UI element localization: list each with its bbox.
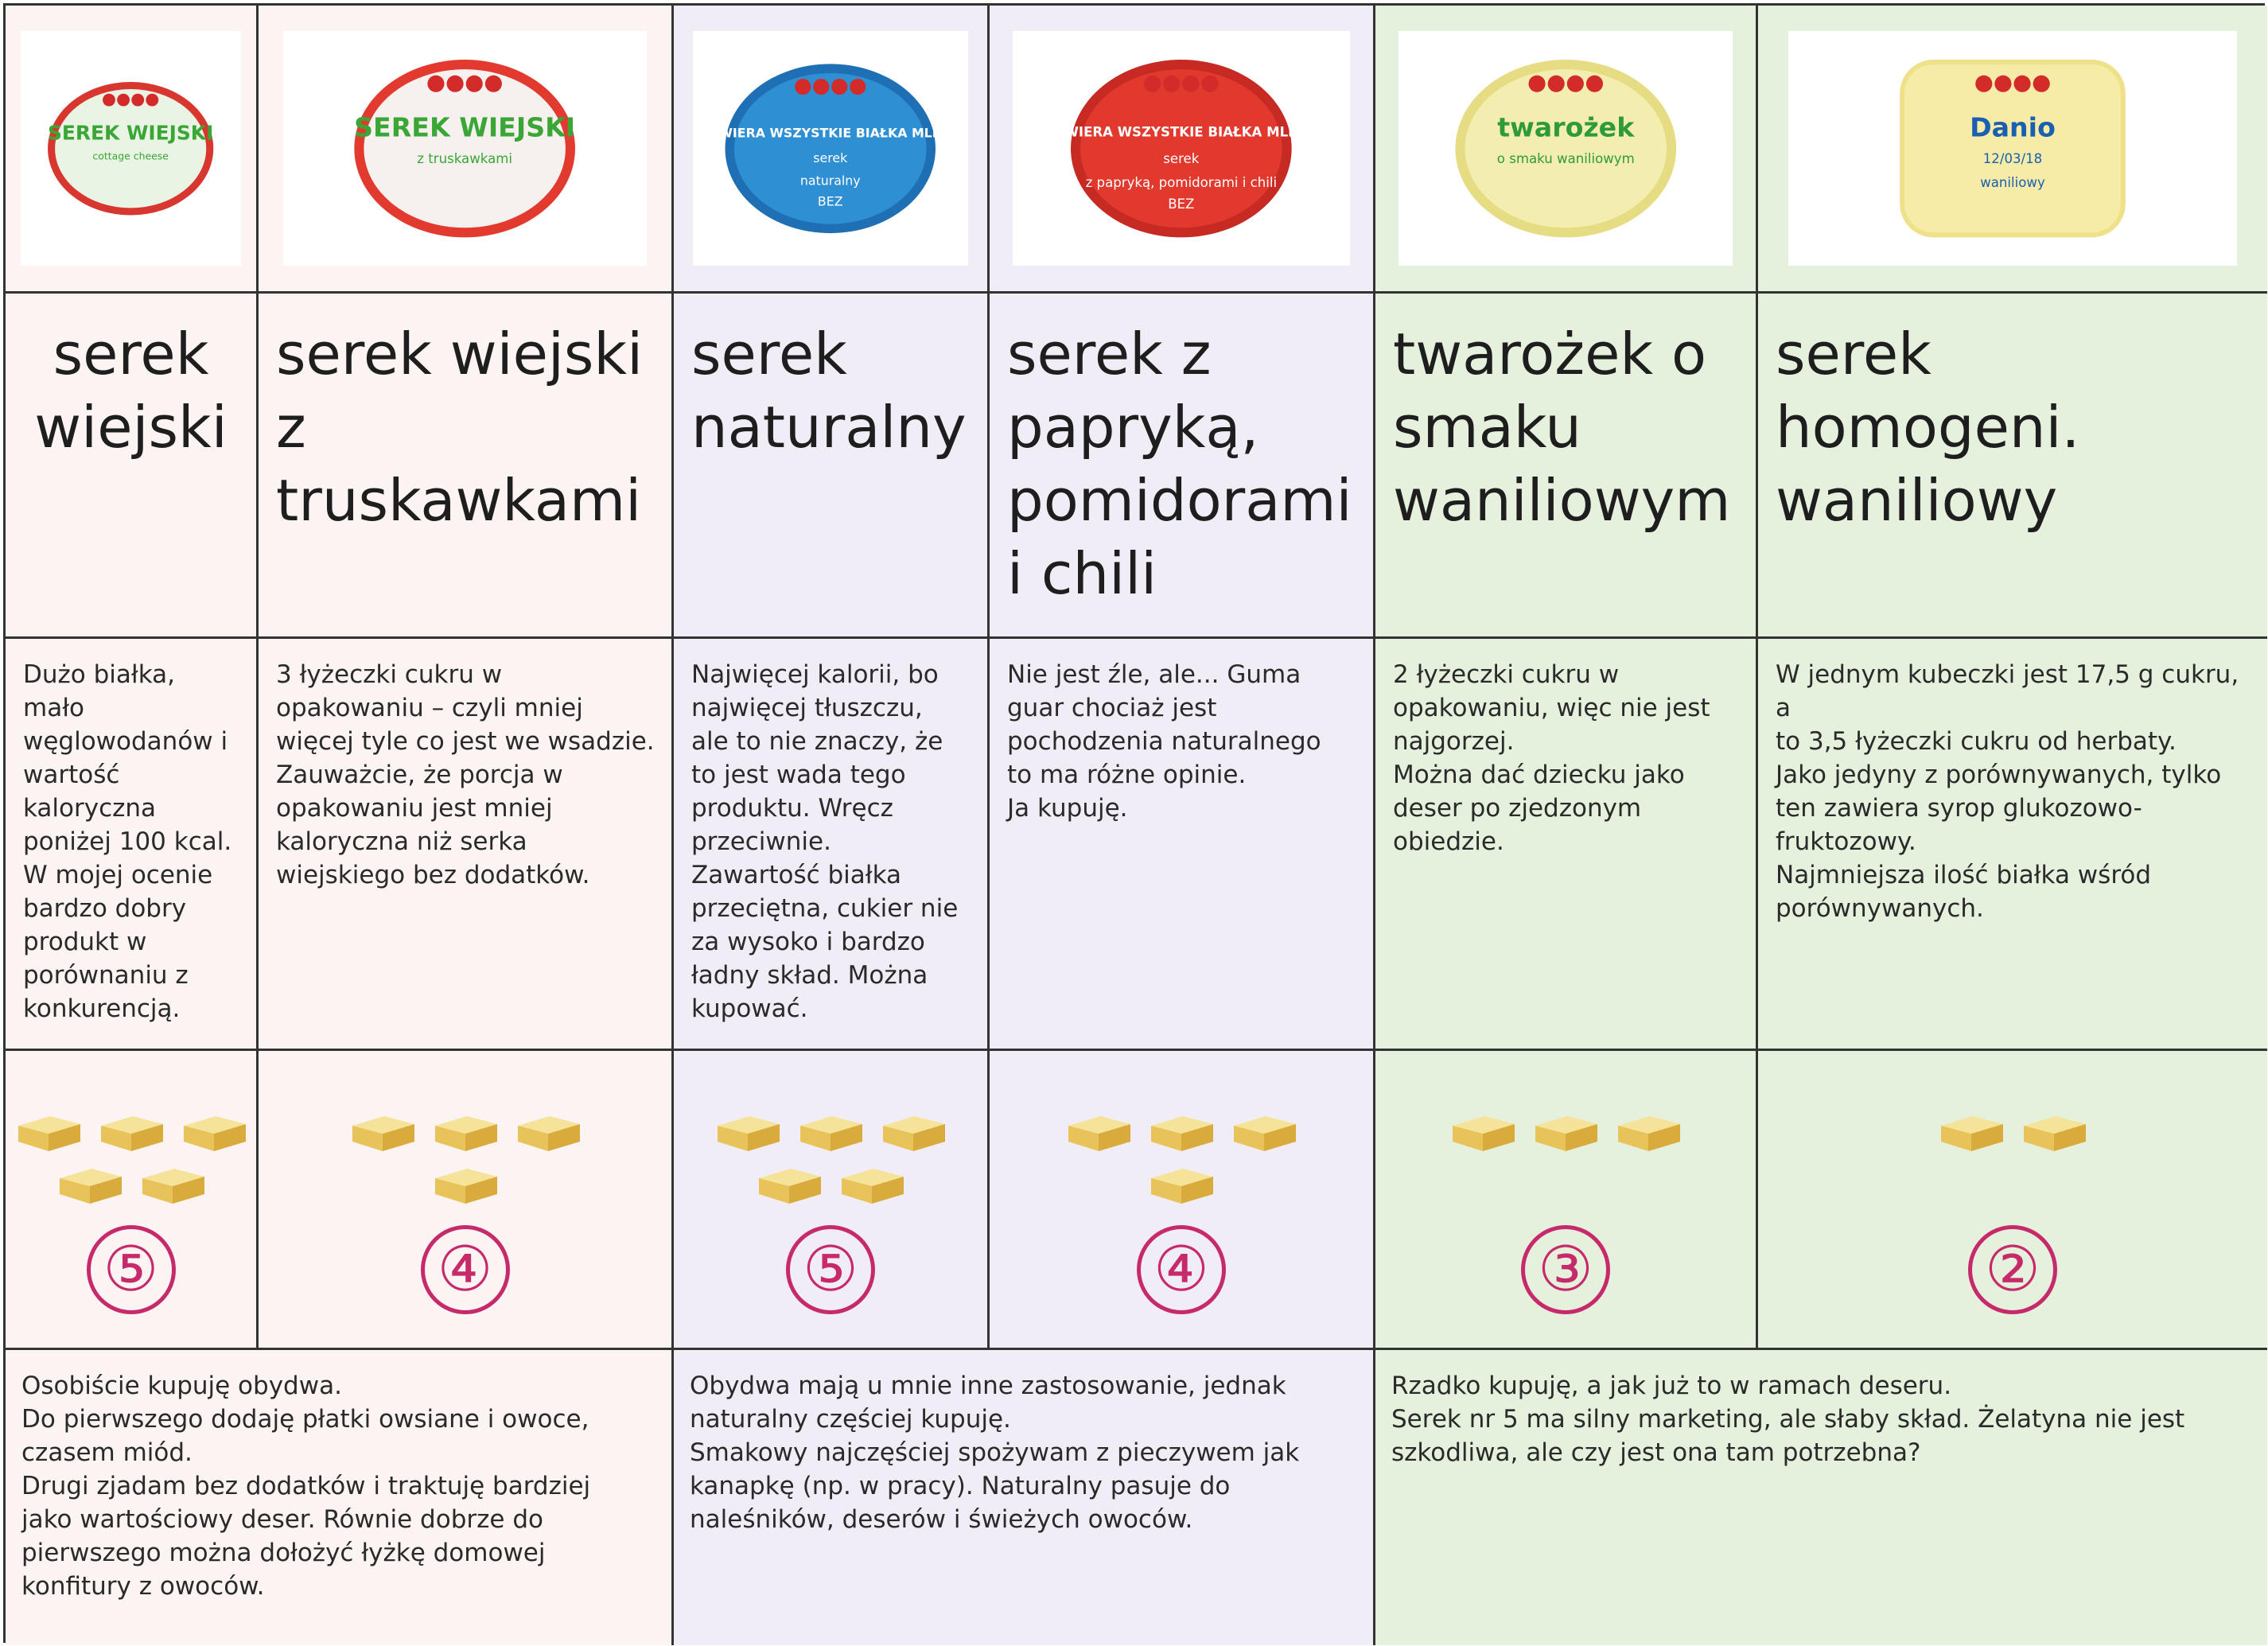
lid-text: Danio (1970, 111, 2056, 143)
rating-score: ⑤ (87, 1225, 176, 1314)
rating-score: ④ (1137, 1225, 1226, 1314)
description-line: mało (23, 694, 84, 722)
summary-line: naturalny częściej kupuję. (690, 1405, 1011, 1434)
lid-text: serek (1163, 150, 1200, 166)
sugar-cube-icon (1060, 1108, 1137, 1154)
lid-text: cottage cheese (92, 150, 169, 162)
summary-line: jako wartościowy deser. Równie dobrze do (21, 1505, 543, 1534)
product-rating-cell (1758, 1051, 2267, 1350)
description-line: Zauważcie, że porcja w (276, 761, 563, 789)
product-title: twarożek o smaku waniliowym (1393, 321, 1731, 534)
sugar-cube-rating (707, 1108, 954, 1207)
sugar-cube-rating (1445, 1108, 1686, 1154)
product-description-cell (1758, 639, 2267, 1051)
lid-text: waniliowy (1980, 174, 2045, 190)
summary-line: czasem miód. (21, 1438, 193, 1467)
tworozek-waniliowy-lid (1426, 53, 1706, 244)
product-rating-cell (990, 1051, 1375, 1350)
sugar-cube-icon (710, 1108, 786, 1154)
serek-naturalny-lid (700, 53, 961, 244)
description-line: wartość (23, 761, 120, 789)
description-line: to ma różne opinie. (1007, 761, 1247, 789)
lid-text: SEREK WIEJSKI (354, 111, 576, 143)
product-title: serek wiejski (34, 321, 228, 461)
description-line: opakowaniu jest mniej (276, 794, 553, 823)
description-line: W jednym kubeczki jest 17,5 g cukru, a (1776, 660, 2239, 722)
sugar-cube-icon (1610, 1108, 1686, 1154)
description-line: Zawartość białka (691, 861, 901, 889)
summary-line: naleśników, deserów i świeżych owoców. (690, 1505, 1193, 1534)
description-line: produkt w (23, 928, 147, 956)
group-summary (6, 1350, 671, 1603)
sugar-cube-icon (93, 1108, 169, 1154)
summary-line: szkodliwa, ale czy jest ona tam potrzebna? (1391, 1438, 1921, 1467)
sugar-cube-icon (875, 1108, 951, 1154)
product-title-cell (1375, 294, 1758, 639)
product-photo (1788, 31, 2236, 265)
product-rating-cell (1375, 1051, 1758, 1350)
rating-score: ③ (1521, 1225, 1610, 1314)
rating-score: ② (1968, 1225, 2057, 1314)
product-rating-cell (259, 1051, 674, 1350)
product-photo (693, 31, 969, 265)
sugar-cube-icon (52, 1161, 128, 1207)
description-line: opakowaniu, więc nie jest (1393, 694, 1710, 722)
description-line: więcej tyle co jest we wsadzie. (276, 727, 655, 756)
description-line: Nie jest źle, ale... Guma (1007, 660, 1301, 689)
description-line: Ja kupuję. (1007, 794, 1128, 823)
sugar-cube-rating (1058, 1108, 1305, 1207)
sugar-cube-icon (1527, 1108, 1604, 1154)
lid-text: naturalny (800, 173, 861, 189)
description-line: bardzo dobry (23, 894, 187, 923)
sugar-cube-icon (1143, 1161, 1220, 1207)
product-photo (1399, 31, 1733, 265)
description-line: 3 łyżeczki cukru w (276, 660, 503, 689)
product-description (1758, 639, 2267, 925)
product-photo-cell (1758, 6, 2267, 294)
product-photo (1013, 31, 1350, 265)
group-summary-cell (674, 1350, 1375, 1645)
product-rating-cell (6, 1051, 259, 1350)
description-line: Najwięcej kalorii, bo (691, 660, 939, 689)
rating-score: ④ (421, 1225, 510, 1314)
description-line: najgorzej. (1393, 727, 1515, 756)
lid-text: 12/03/18 (1982, 150, 2043, 166)
description-line: fruktozowy. (1776, 827, 1916, 856)
summary-line: Drugi zjadam bez dodatków i traktuję bardziej (21, 1472, 591, 1500)
rating-score: ⑤ (786, 1225, 875, 1314)
product-description-cell (6, 639, 259, 1051)
lid-text: serek (813, 150, 848, 165)
sugar-cube-icon (751, 1161, 827, 1207)
description-line: to 3,5 łyżeczki cukru od herbaty. (1776, 727, 2177, 756)
description-line: Najmniejsza ilość białka wśród (1776, 861, 2152, 889)
serek-papryka-lid (1040, 53, 1323, 244)
product-title-cell (1758, 294, 2267, 639)
lid-text: ZAWIERA WSZYSTKIE BIAŁKA MLEKA (1045, 124, 1318, 140)
description-line: konkurencją. (23, 994, 181, 1023)
description-line: Jako jedyny z porównywanych, tylko (1776, 761, 2222, 789)
description-line: guar chociaż jest (1007, 694, 1217, 722)
description-line: produktu. Wręcz (691, 794, 893, 823)
description-line: ładny skład. Można (691, 961, 928, 990)
sugar-cube-icon (2016, 1108, 2092, 1154)
sugar-cube-icon (176, 1108, 252, 1154)
sugar-cube-icon (1933, 1108, 2009, 1154)
sugar-cube-icon (1143, 1108, 1220, 1154)
product-title: serek wiejski z truskawkami (276, 321, 644, 534)
product-title: serek naturalny (691, 321, 967, 461)
product-description-cell (674, 639, 990, 1051)
product-photo-cell (1375, 6, 1758, 294)
sugar-cube-icon (834, 1161, 910, 1207)
description-line: obiedzie. (1393, 827, 1504, 856)
description-line: poniżej 100 kcal. (23, 827, 232, 856)
product-description (990, 639, 1373, 825)
serek-wiejski-lid (41, 53, 220, 244)
sugar-cube-icon (510, 1108, 586, 1154)
sugar-cube-icon (792, 1108, 869, 1154)
sugar-cube-icon (1445, 1108, 1521, 1154)
product-description (674, 639, 987, 1025)
product-description-cell (1375, 639, 1758, 1051)
summary-line: Serek nr 5 ma silny marketing, ale słaby skład. Żelatyna nie jest (1391, 1405, 2185, 1434)
summary-line: kanapkę (np. w pracy). Naturalny pasuje do (690, 1472, 1231, 1500)
product-title-cell (6, 294, 259, 639)
product-photo-cell (990, 6, 1375, 294)
product-description (1375, 639, 1756, 858)
lid-text: ZAWIERA WSZYSTKIE BIAŁKA MLEKA (700, 125, 961, 141)
group-summary-cell (1375, 1350, 2267, 1645)
product-photo (283, 31, 647, 265)
summary-line: pierwszego można dołożyć łyżkę domowej (21, 1539, 546, 1567)
lid-text: o smaku waniliowym (1496, 150, 1635, 166)
product-photo-cell (6, 6, 259, 294)
description-line: deser po zjedzonym (1393, 794, 1642, 823)
description-line: pochodzenia naturalnego (1007, 727, 1321, 756)
sugar-cube-icon (134, 1161, 211, 1207)
product-photo-cell (674, 6, 990, 294)
product-rating-cell (674, 1051, 990, 1350)
group-summary (674, 1350, 1373, 1536)
lid-text: z papryką, pomidorami i chili (1085, 174, 1278, 190)
description-line: przeciwnie. (691, 827, 831, 856)
description-line: 2 łyżeczki cukru w (1393, 660, 1620, 689)
sugar-cube-rating (8, 1108, 255, 1207)
summary-line: Obydwa mają u mnie inne zastosowanie, jednak (690, 1372, 1286, 1400)
description-line: to jest wada tego (691, 761, 906, 789)
description-line: ale to nie znaczy, że (691, 727, 943, 756)
group-summary (1375, 1350, 2267, 1469)
product-photo-cell (259, 6, 674, 294)
description-line: porównaniu z (23, 961, 189, 990)
summary-line: Do pierwszego dodaję płatki owsiane i owoce, (21, 1405, 589, 1434)
serek-wiejski-truskawki-lid (312, 53, 617, 244)
description-line: kaloryczna (23, 794, 157, 823)
sugar-cube-rating (342, 1108, 589, 1207)
description-line: węglowodanów i (23, 727, 228, 756)
product-title-cell (674, 294, 990, 639)
product-photo (21, 31, 241, 265)
description-line: za wysoko i bardzo (691, 928, 925, 956)
product-description-cell (259, 639, 674, 1051)
sugar-cube-icon (10, 1108, 87, 1154)
danio-waniliowy-lid (1823, 53, 2203, 244)
product-description (259, 639, 671, 892)
lid-text: z truskawkami (417, 150, 513, 166)
product-title-cell (990, 294, 1375, 639)
summary-line: Osobiście kupuję obydwa. (21, 1372, 342, 1400)
description-line: przeciętna, cukier nie (691, 894, 959, 923)
summary-line: konfitury z owoców. (21, 1572, 265, 1601)
description-line: najwięcej tłuszczu, (691, 694, 923, 722)
group-summary-cell (6, 1350, 674, 1645)
sugar-cube-rating (1933, 1108, 2092, 1154)
lid-text: SEREK WIEJSKI (48, 121, 214, 145)
product-title: serek homogeni. waniliowy (1776, 321, 2080, 534)
sugar-cube-icon (1226, 1108, 1302, 1154)
product-description-cell (990, 639, 1375, 1051)
description-line: opakowaniu – czyli mniej (276, 694, 583, 722)
description-line: Dużo białka, (23, 660, 175, 689)
lid-text: BEZ (818, 193, 843, 209)
product-title: serek z papryką, pomidorami i chili (1007, 321, 1352, 607)
summary-line: Smakowy najczęściej spożywam z pieczywem jak (690, 1438, 1300, 1467)
sugar-cube-icon (344, 1108, 421, 1154)
description-line: wiejskiego bez dodatków. (276, 861, 590, 889)
product-description (6, 639, 256, 1025)
description-line: Można dać dziecku jako (1393, 761, 1685, 789)
description-line: porównywanych. (1776, 894, 1984, 923)
sugar-cube-icon (427, 1161, 504, 1207)
lid-text: twarożek (1497, 111, 1634, 143)
description-line: ten zawiera syrop glukozowo- (1776, 794, 2142, 823)
description-line: W mojej ocenie (23, 861, 213, 889)
sugar-cube-icon (427, 1108, 504, 1154)
product-comparison-table (3, 3, 2265, 1643)
description-line: kaloryczna niż serka (276, 827, 527, 856)
product-title-cell (259, 294, 674, 639)
description-line: kupować. (691, 994, 808, 1023)
summary-line: Rzadko kupuję, a jak już to w ramach deseru. (1391, 1372, 1952, 1400)
lid-text: BEZ (1168, 196, 1195, 212)
